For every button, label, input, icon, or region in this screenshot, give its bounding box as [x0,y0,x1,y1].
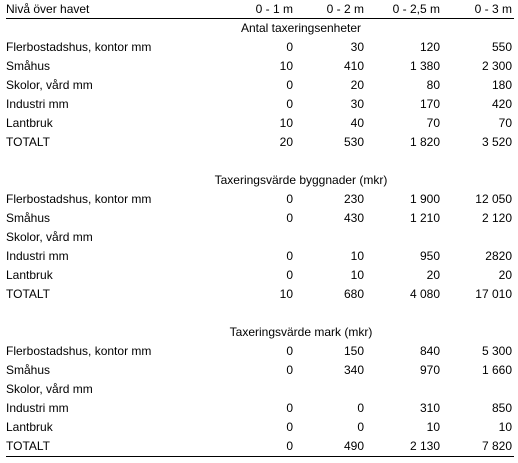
cell-value: 20 [279,135,293,149]
cell-value: 70 [498,116,512,130]
row-label: TOTALT [6,287,51,301]
cell-value: 310 [419,401,440,415]
row-label: Flerbostadshus, kontor mm [6,40,152,54]
header-col-4: 0 - 3 m [442,0,514,19]
cell-value: 680 [343,287,364,301]
row-label: Småhus [6,59,51,73]
row-label: Flerbostadshus, kontor mm [6,192,152,206]
cell-value: 4 080 [409,287,440,301]
table-row [6,228,514,247]
cell-value: 3 520 [481,135,512,149]
cell-value: 10 [350,249,364,263]
cell-value: 0 [286,268,293,282]
cell-value: 840 [419,344,440,358]
table-row [6,380,514,399]
section-title: Taxeringsvärde mark (mkr) [229,325,373,339]
cell-value: 530 [343,135,364,149]
table-row [6,285,514,304]
cell-value: 30 [350,97,364,111]
header-row [6,0,514,19]
row-label: TOTALT [6,135,51,149]
cell-value [366,228,442,247]
cell-value: 5 300 [481,344,512,358]
row-label: Skolor, vård mm [6,382,93,396]
cell-value: 0 [286,344,293,358]
cell-value: 150 [343,344,364,358]
table-row [6,38,514,57]
cell-value: 10 [350,268,364,282]
row-label: Flerbostadshus, kontor mm [6,344,152,358]
cell-value: 0 [286,420,293,434]
row-label: Skolor, vård mm [6,230,93,244]
cell-value: 490 [295,437,366,457]
cell-value [224,380,295,399]
cell-value: 970 [419,363,440,377]
cell-value: 2 130 [366,437,442,457]
cell-value: 20 [498,268,512,282]
cell-value: 1 660 [481,363,512,377]
table-row [6,76,514,95]
cell-value: 170 [419,97,440,111]
table-row [6,399,514,418]
cell-value: 20 [350,78,364,92]
cell-value [442,228,514,247]
table-row [6,95,514,114]
cell-value: 17 010 [475,287,512,301]
cell-value: 12 050 [475,192,512,206]
cell-value: 1 380 [409,59,440,73]
row-label: Lantbruk [6,420,53,434]
cell-value: 10 [426,420,440,434]
row-label: Skolor, vård mm [6,78,93,92]
row-label: Lantbruk [6,268,53,282]
section-title-row [6,19,514,39]
row-label: Småhus [6,363,51,377]
section-title: Antal taxeringsenheter [240,21,362,35]
row-label: Industri mm [6,401,69,415]
table-row [6,361,514,380]
cell-value: 850 [491,401,512,415]
table-row [6,190,514,209]
section-title: Taxeringsvärde byggnader (mkr) [214,173,388,187]
cell-value: 0 [357,420,364,434]
row-label: Småhus [6,211,51,225]
cell-value: 950 [419,249,440,263]
table-row [6,114,514,133]
cell-value: 430 [343,211,364,225]
cell-value: 2820 [485,249,512,263]
table-row [6,57,514,76]
section-title-row [6,323,514,342]
cell-value: 230 [343,192,364,206]
cell-value: 180 [491,78,512,92]
table-row [6,418,514,437]
table-row [6,266,514,285]
cell-value: 2 120 [481,211,512,225]
cell-value: 0 [286,363,293,377]
cell-value: 7 820 [442,437,514,457]
cell-value: 1 820 [409,135,440,149]
cell-value: 0 [357,401,364,415]
cell-value: 2 300 [481,59,512,73]
table-row [6,209,514,228]
cell-value: 0 [286,97,293,111]
cell-value [295,228,366,247]
cell-value: 1 900 [409,192,440,206]
cell-value [366,380,442,399]
section-spacer [6,304,514,323]
cell-value: 0 [286,249,293,263]
section-title-row [6,171,514,190]
table-row [6,342,514,361]
data-table [6,0,514,457]
header-col-1: 0 - 1 m [224,0,295,19]
cell-value: 0 [286,192,293,206]
cell-value: 40 [350,116,364,130]
cell-value: 10 [498,420,512,434]
cell-value: 1 210 [409,211,440,225]
cell-value: 0 [286,401,293,415]
cell-value: 0 [224,437,295,457]
cell-value: 420 [491,97,512,111]
row-label: TOTALT [6,437,224,457]
cell-value [442,380,514,399]
section-spacer [6,152,514,171]
cell-value [295,380,366,399]
header-label: Nivå över havet [6,0,224,19]
cell-value: 10 [279,59,293,73]
cell-value [224,228,295,247]
row-label: Industri mm [6,97,69,111]
cell-value: 0 [286,78,293,92]
cell-value: 70 [426,116,440,130]
cell-value: 80 [426,78,440,92]
row-label: Industri mm [6,249,69,263]
cell-value: 0 [286,211,293,225]
table-row [6,247,514,266]
cell-value: 340 [343,363,364,377]
cell-value: 120 [419,40,440,54]
table-row [6,133,514,152]
header-col-3: 0 - 2,5 m [366,0,442,19]
table-row [6,437,514,457]
cell-value: 10 [279,287,293,301]
row-label: Lantbruk [6,116,53,130]
cell-value: 20 [426,268,440,282]
cell-value: 10 [279,116,293,130]
cell-value: 0 [286,40,293,54]
cell-value: 550 [491,40,512,54]
cell-value: 410 [343,59,364,73]
cell-value: 30 [350,40,364,54]
header-col-2: 0 - 2 m [295,0,366,19]
